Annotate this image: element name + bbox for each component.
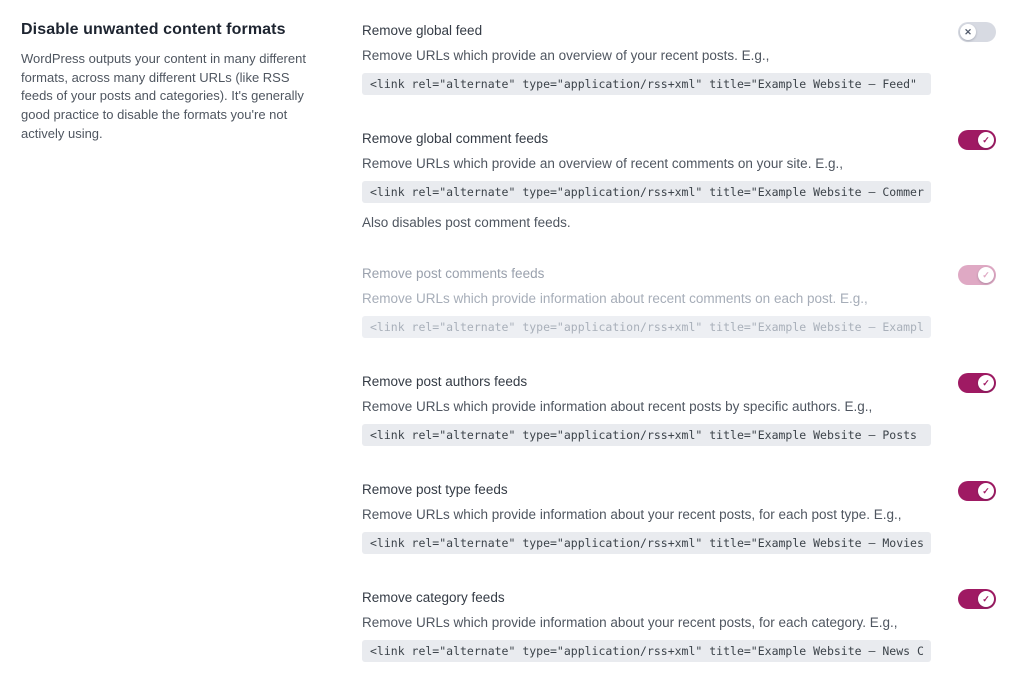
setting-toggle[interactable]: [958, 373, 996, 393]
setting-toggle[interactable]: [958, 22, 996, 42]
check-icon: ✓: [982, 269, 990, 280]
page-description: WordPress outputs your content in many different formats, across many different URLs (like RSS feeds of your posts and categories). It's generally good practice to disable the formats you're not actively using.: [21, 51, 306, 141]
setting-title: Remove category feeds: [362, 590, 505, 605]
setting-title: Remove post authors feeds: [362, 374, 528, 389]
explainer-panel: [21, 21, 314, 694]
check-icon: ✓: [982, 593, 990, 604]
setting-row: [362, 482, 996, 554]
setting-title: Remove post type feeds: [362, 482, 508, 497]
setting-toggle[interactable]: [958, 130, 996, 150]
setting-note: Also disables post comment feeds.: [362, 215, 571, 230]
setting-code-example: <link rel="alternate" type="application/rss+xml" title="Example Website – News C: [362, 640, 931, 662]
setting-title: Remove global comment feeds: [362, 131, 549, 146]
setting-description: Remove URLs which provide an overview of recent comments on your site. E.g.,: [362, 156, 843, 171]
setting-toggle[interactable]: [958, 481, 996, 501]
check-icon: ✓: [982, 134, 990, 145]
setting-toggle: [958, 265, 996, 285]
setting-row: [362, 23, 996, 95]
check-icon: ✓: [982, 485, 990, 496]
setting-row: [362, 266, 996, 338]
setting-toggle[interactable]: [958, 589, 996, 609]
page-title: Disable unwanted content formats: [21, 21, 286, 38]
setting-description: Remove URLs which provide information about your recent posts, for each post type. E.g.,: [362, 507, 902, 522]
setting-row: [362, 131, 996, 230]
setting-code-example: <link rel="alternate" type="application/rss+xml" title="Example Website – Feed": [362, 73, 931, 95]
setting-description: Remove URLs which provide information about your recent posts, for each category. E.g.,: [362, 615, 898, 630]
setting-code-example: <link rel="alternate" type="application/rss+xml" title="Example Website – Exampl: [362, 316, 931, 338]
setting-description: Remove URLs which provide information about recent posts by specific authors. E.g.,: [362, 399, 873, 414]
setting-title: Remove post comments feeds: [362, 266, 545, 281]
settings-list: [362, 21, 996, 694]
x-icon: ✕: [964, 26, 972, 37]
setting-code-example: <link rel="alternate" type="application/rss+xml" title="Example Website – Commer: [362, 181, 931, 203]
setting-description: Remove URLs which provide information about recent comments on each post. E.g.,: [362, 291, 868, 306]
setting-title: Remove global feed: [362, 23, 483, 38]
setting-row: [362, 374, 996, 446]
setting-code-example: <link rel="alternate" type="application/rss+xml" title="Example Website – Posts: [362, 424, 931, 446]
setting-code-example: <link rel="alternate" type="application/rss+xml" title="Example Website – Movies: [362, 532, 931, 554]
check-icon: ✓: [982, 377, 990, 388]
setting-row: [362, 590, 996, 662]
setting-description: Remove URLs which provide an overview of your recent posts. E.g.,: [362, 48, 770, 63]
